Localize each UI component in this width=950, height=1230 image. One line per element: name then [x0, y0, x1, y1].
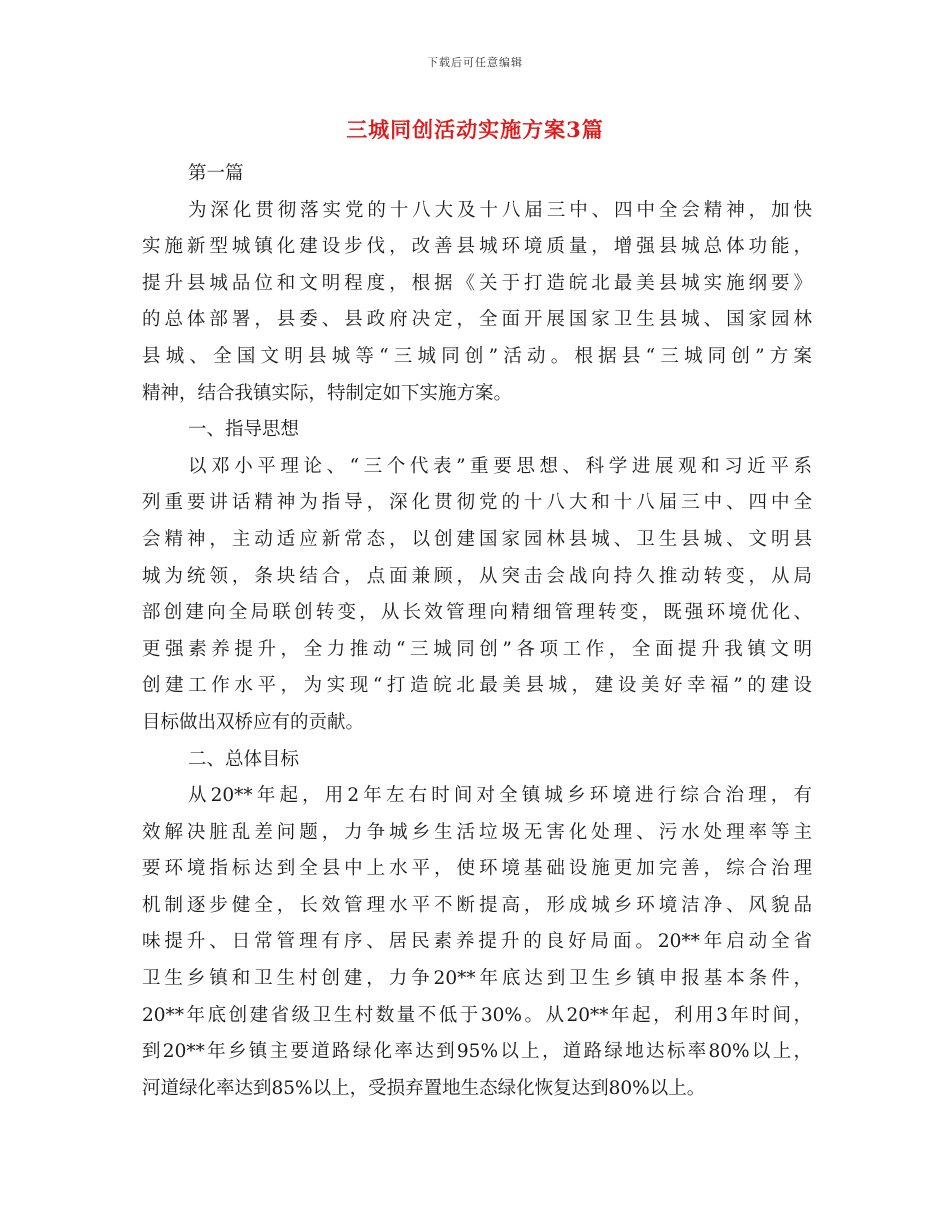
header-note: 下载后可任意编辑	[427, 56, 523, 69]
section-heading: 一、指导思想	[188, 419, 300, 441]
paragraph-line: 为深化贯彻落实党的十八大及十八届三中、四中全会精神，加快	[188, 199, 812, 221]
paragraph-line: 味提升、日常管理有序、居民素养提升的良好局面。20**年启动全省	[142, 931, 812, 953]
document-body	[142, 156, 812, 1107]
paragraph-line: 精神，结合我镇实际，特制定如下实施方案。	[142, 382, 513, 404]
paragraph-line: 目标做出双桥应有的贡献。	[142, 711, 365, 733]
paragraph-line: 河道绿化率达到85%以上，受损弃置地生态绿化恢复达到80%以上。	[142, 1077, 706, 1099]
paragraph-line: 提升县城品位和文明程度，根据《关于打造皖北最美县城实施纲要》	[142, 272, 812, 294]
paragraph-line: 县城、全国文明县城等“三城同创”活动。根据县“三城同创”方案	[142, 345, 812, 367]
paragraph-line: 从20**年起，用2年左右时间对全镇城乡环境进行综合治理，有	[188, 785, 812, 807]
paragraph-line: 部创建向全局联创转变，从长效管理向精细管理转变，既强环境优化、	[142, 602, 812, 624]
paragraph-line: 要环境指标达到全县中上水平，使环境基础设施更加完善，综合治理	[142, 858, 812, 880]
paragraph-line: 实施新型城镇化建设步伐，改善县城环境质量，增强县城总体功能，	[142, 236, 812, 258]
paragraph-line: 创建工作水平，为实现“打造皖北最美县城，建设美好幸福”的建设	[142, 675, 812, 697]
paragraph-line: 城为统领，条块结合，点面兼顾，从突击会战向持久推动转变，从局	[142, 565, 812, 587]
document-title: 三城同创活动实施方案3篇	[346, 117, 604, 142]
paragraph-line: 以邓小平理论、“三个代表”重要思想、科学进展观和习近平系	[188, 455, 812, 477]
section-heading: 二、总体目标	[188, 748, 300, 770]
paragraph-line: 卫生乡镇和卫生村创建，力争20**年底达到卫生乡镇申报基本条件，	[142, 968, 812, 990]
paragraph-line: 的总体部署，县委、县政府决定，全面开展国家卫生县城、国家园林	[142, 309, 812, 331]
section-label: 第一篇	[188, 163, 244, 184]
paragraph-line: 会精神，主动适应新常态，以创建国家园林县城、卫生县城、文明县	[142, 528, 812, 550]
paragraph-line: 20**年底创建省级卫生村数量不低于30%。从20**年起，利用3年时间，	[142, 1004, 812, 1026]
paragraph-line: 列重要讲话精神为指导，深化贯彻党的十八大和十八届三中、四中全	[142, 492, 812, 514]
paragraph-line: 更强素养提升，全力推动“三城同创”各项工作，全面提升我镇文明	[142, 638, 812, 660]
paragraph-line: 到20**年乡镇主要道路绿化率达到95%以上，道路绿地达标率80%以上，	[142, 1041, 812, 1063]
paragraph-line: 机制逐步健全，长效管理水平不断提高，形成城乡环境洁净、风貌品	[142, 894, 812, 916]
paragraph-line: 效解决脏乱差问题，力争城乡生活垃圾无害化处理、污水处理率等主	[142, 821, 812, 843]
